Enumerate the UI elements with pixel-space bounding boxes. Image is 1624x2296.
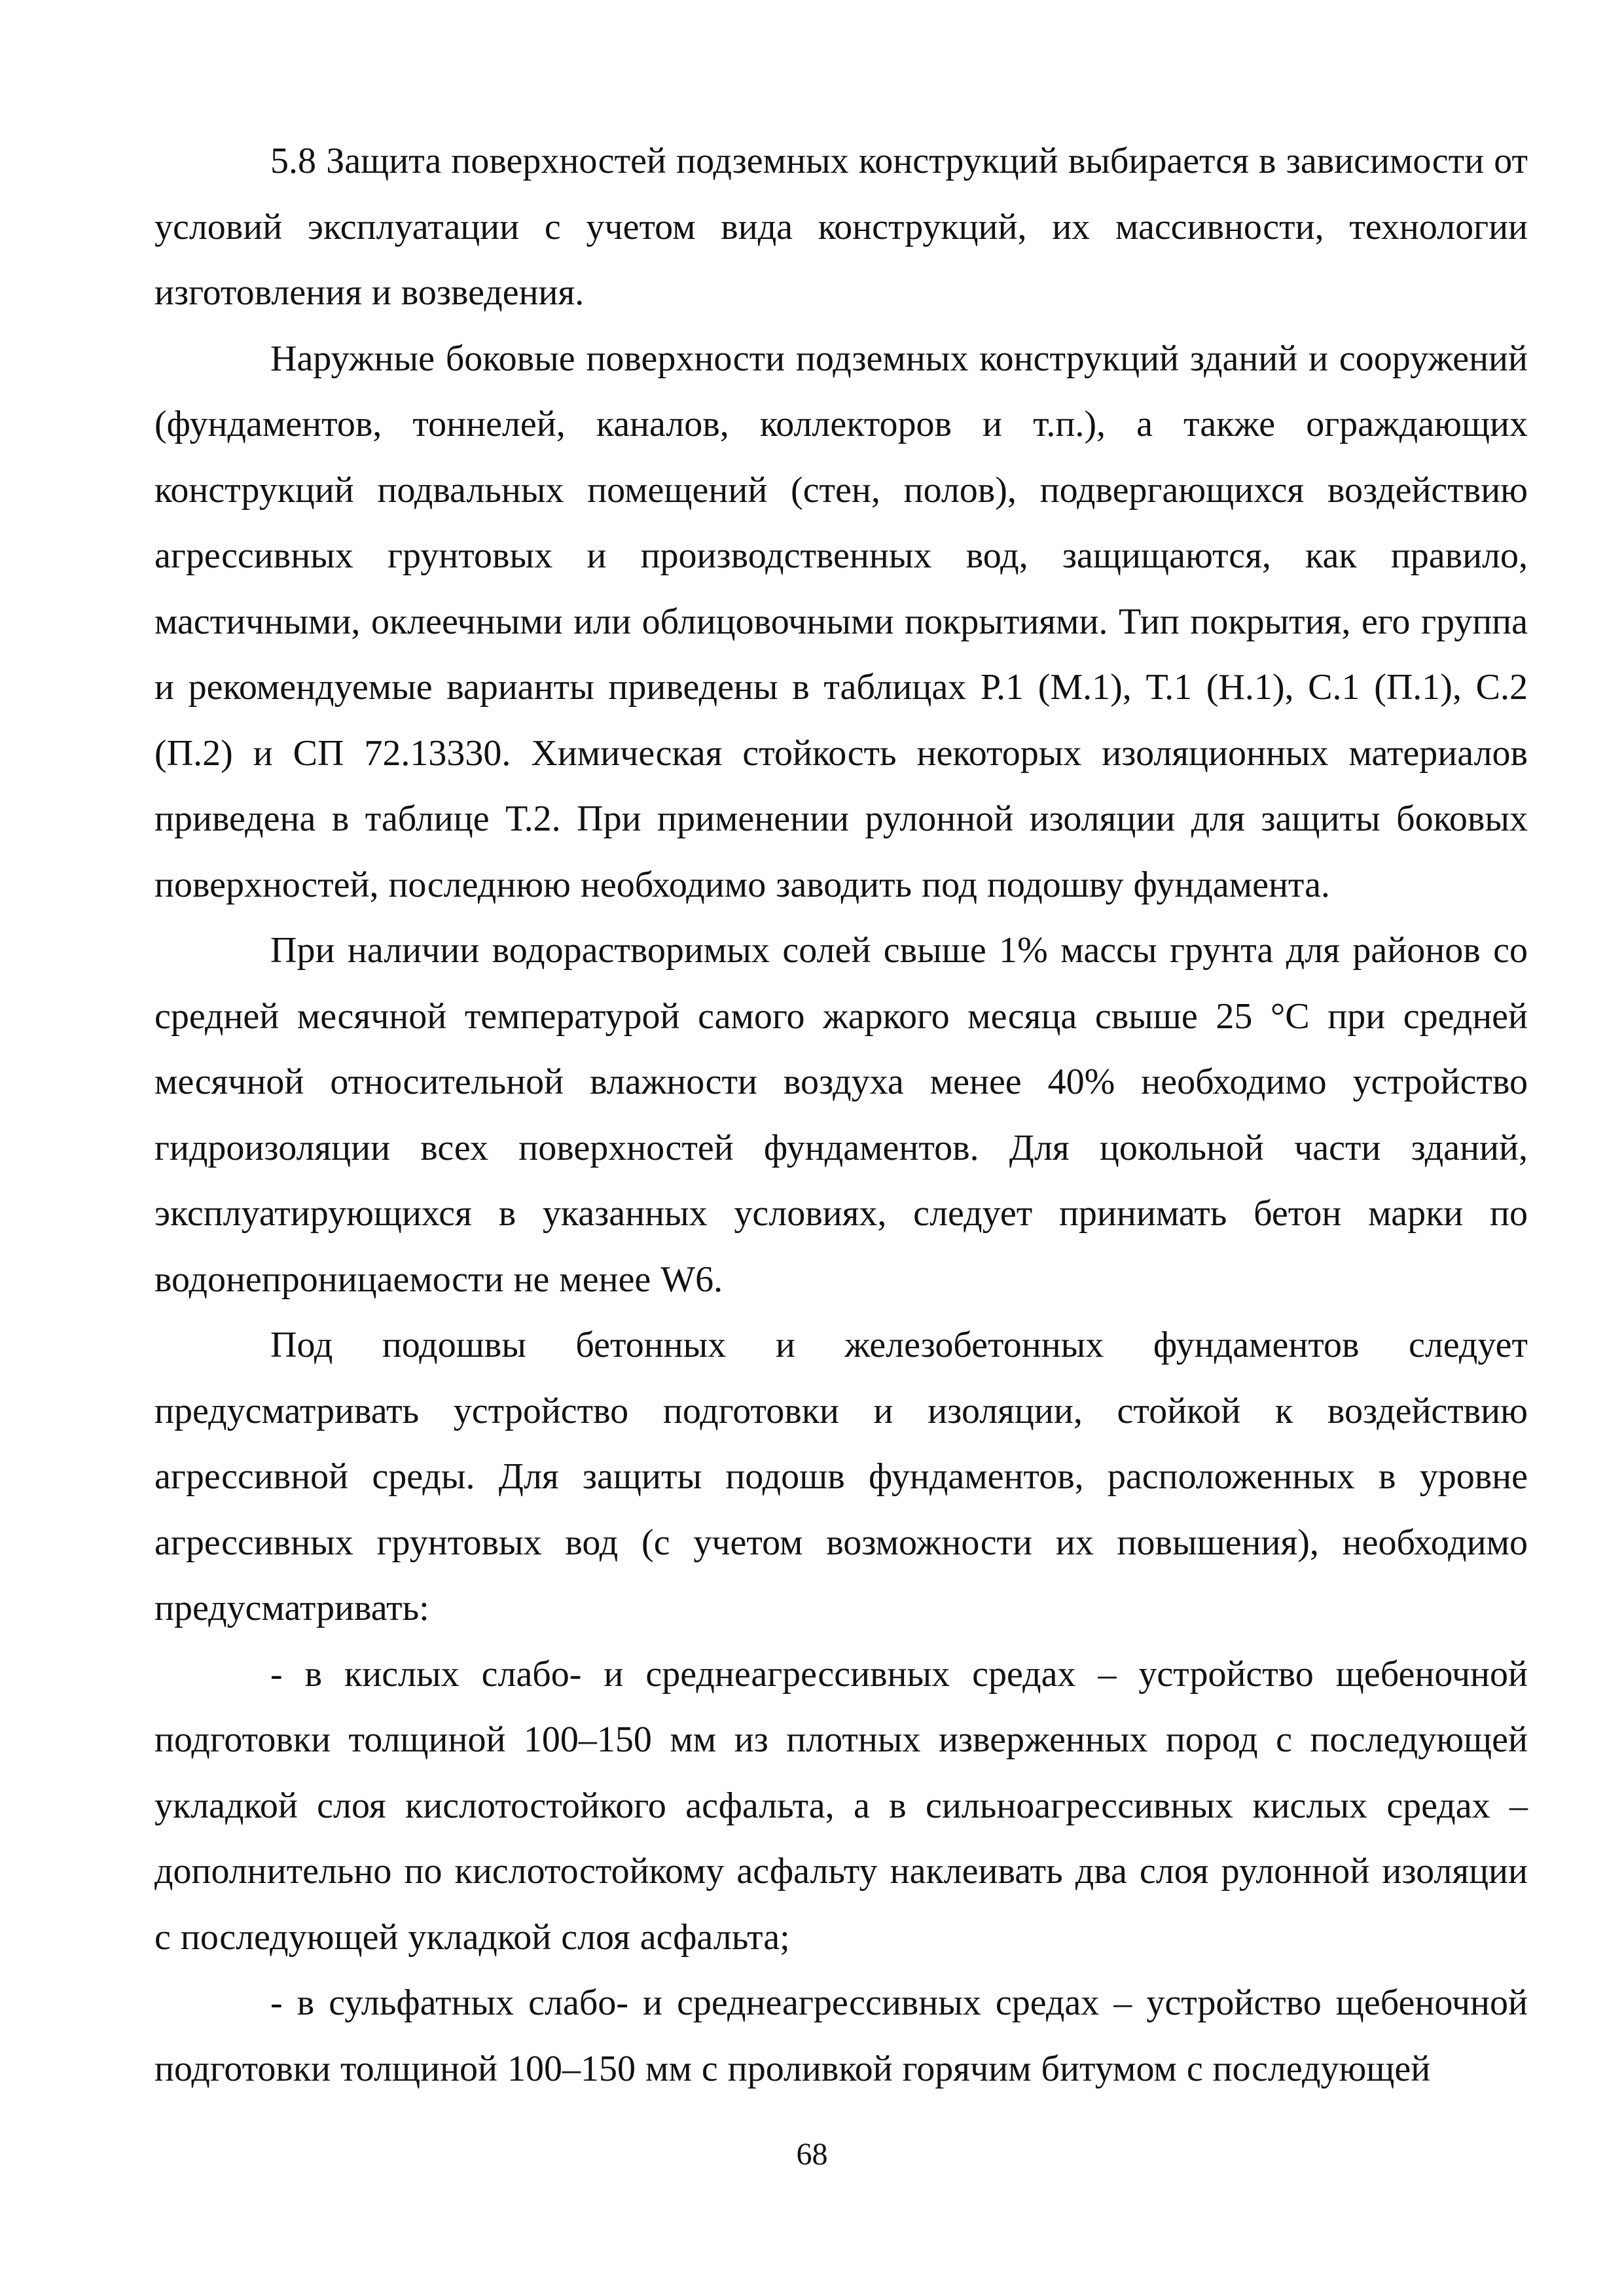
paragraph-water-soluble-salts: При наличии водорастворимых солей свыше 1% массы грунта для районов со средней месячной температурой самого жаркого месяца свыше 25 °С при средней месячной относительной влажности воздуха менее 40% необходимо устройство гидроизоляции всех поверхностей фундаментов. Для цокольной части зданий, эксплуатирующихся в указанных условиях, следует принимать бетон марки по водонепроницаемости не менее W6. <box>154 930 1528 1300</box>
document-body <box>154 128 1528 2102</box>
list-item-sulfate-media: - в сульфатных слабо- и среднеагрессивных средах – устройство щебеночной подготовки толщиной 100–150 мм с проливкой горячим битумом с последующей <box>154 1982 1528 2089</box>
paragraph-side-surfaces: Наружные боковые поверхности подземных конструкций зданий и сооружений (фундаментов, тоннелей, каналов, коллекторов и т.п.), а также ограждающих конструкций подвальных помещений (стен, полов), подвергающихся воздействию агрессивных грунтовых и производственных вод, защищаются, как правило, мастичными, оклеечными или облицовочными покрытиями. Тип покрытия, его группа и рекомендуемые варианты приведены в таблицах Р.1 (М.1), Т.1 (Н.1), С.1 (П.1), С.2 (П.2) и СП 72.13330. Химическая стойкость некоторых изоляционных материалов приведена в таблице Т.2. При применении рулонной изоляции для защиты боковых поверхностей, последнюю необходимо заводить под подошву фундамента. <box>154 338 1528 905</box>
paragraph-5-8-surface-protection: 5.8 Защита поверхностей подземных конструкций выбирается в зависимости от условий эксплуатации с учетом вида конструкций, их массивности, технологии изготовления и возведения. <box>154 141 1528 313</box>
page-number: 68 <box>796 2137 828 2172</box>
list-item-acidic-media: - в кислых слабо- и среднеагрессивных средах – устройство щебеночной подготовки толщиной 100–150 мм из плотных изверженных пород с последующей укладкой слоя кислотостойкого асфальта, а в сильноагрессивных кислых средах – дополнительно по кислотостойкому асфальту наклеивать два слоя рулонной изоляции с последующей укладкой слоя асфальта; <box>154 1653 1528 1958</box>
paragraph-foundation-soles: Под подошвы бетонных и железобетонных фундаментов следует предусматривать устройство подготовки и изоляции, стойкой к воздействию агрессивной среды. Для защиты подошв фундаментов, расположенных в уровне агрессивных грунтовых вод (с учетом возможности их повышения), необходимо предусматривать: <box>154 1325 1528 1628</box>
